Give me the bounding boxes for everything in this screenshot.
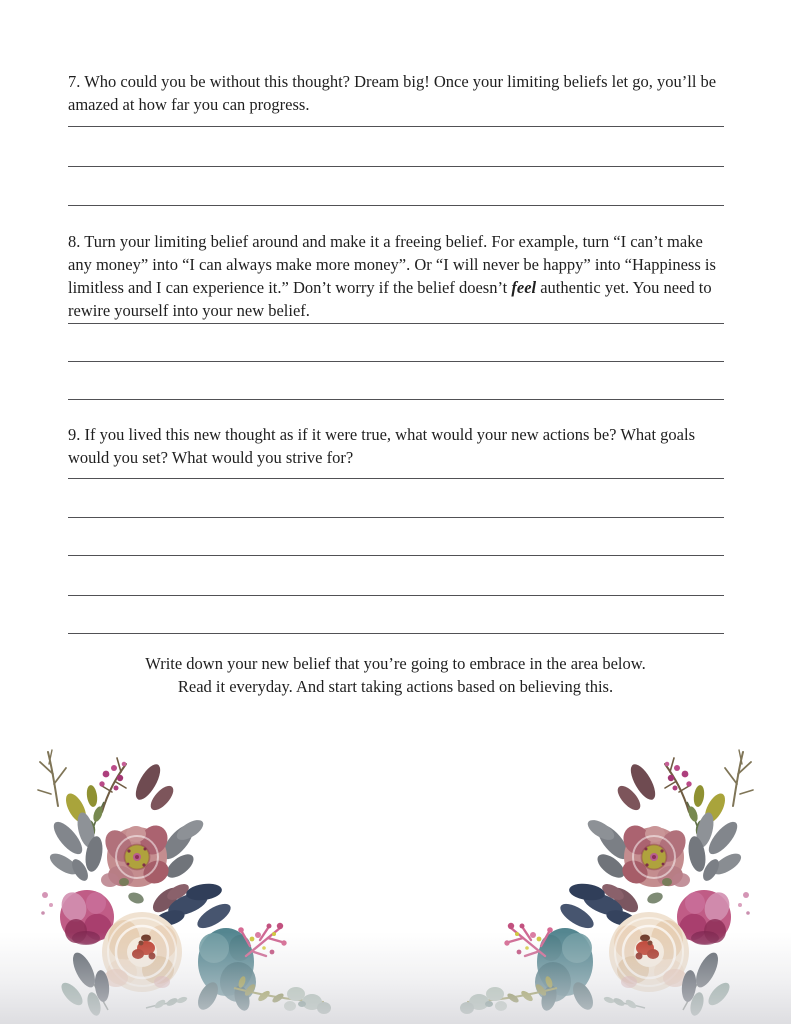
answer-line [68,205,724,206]
question-8-before: 8. Turn your limiting belief around and make it a freeing belief. For example, turn “I can’t make any money” into “I can always make more money”. Or “I will never be happy” into “Happiness is limitless and I can experience it.” Don’t worry if the belief doesn’t [68,232,716,297]
question-8-after: authentic yet. You need to rewire yourself into your new belief. [68,278,712,320]
question-8-text [68,230,728,322]
footer-note [0,652,791,698]
question-8-emphasis: feel [511,278,537,297]
answer-line [68,517,724,518]
floral-bouquet-right-icon [458,742,763,1018]
answer-line [68,166,724,167]
answer-line [68,478,724,479]
floral-bouquet-left-icon [28,742,333,1018]
footer-note-line-1: Write down your new belief that you’re going to embrace in the area below. [145,654,646,673]
answer-line [68,126,724,127]
answer-line [68,595,724,596]
answer-line [68,323,724,324]
answer-line [68,399,724,400]
answer-line [68,555,724,556]
answer-line [68,633,724,634]
question-7-text: 7. Who could you be without this thought? Dream big! Once your limiting beliefs let go, you’ll be amazed at how far you can progress. [68,72,717,114]
footer-note-line-2: Read it everyday. And start taking actions based on believing this. [177,677,614,696]
answer-line [68,361,724,362]
question-9-text: 9. If you lived this new thought as if it were true, what would your new actions be? What goals would you set? What would you strive for? [68,425,696,467]
